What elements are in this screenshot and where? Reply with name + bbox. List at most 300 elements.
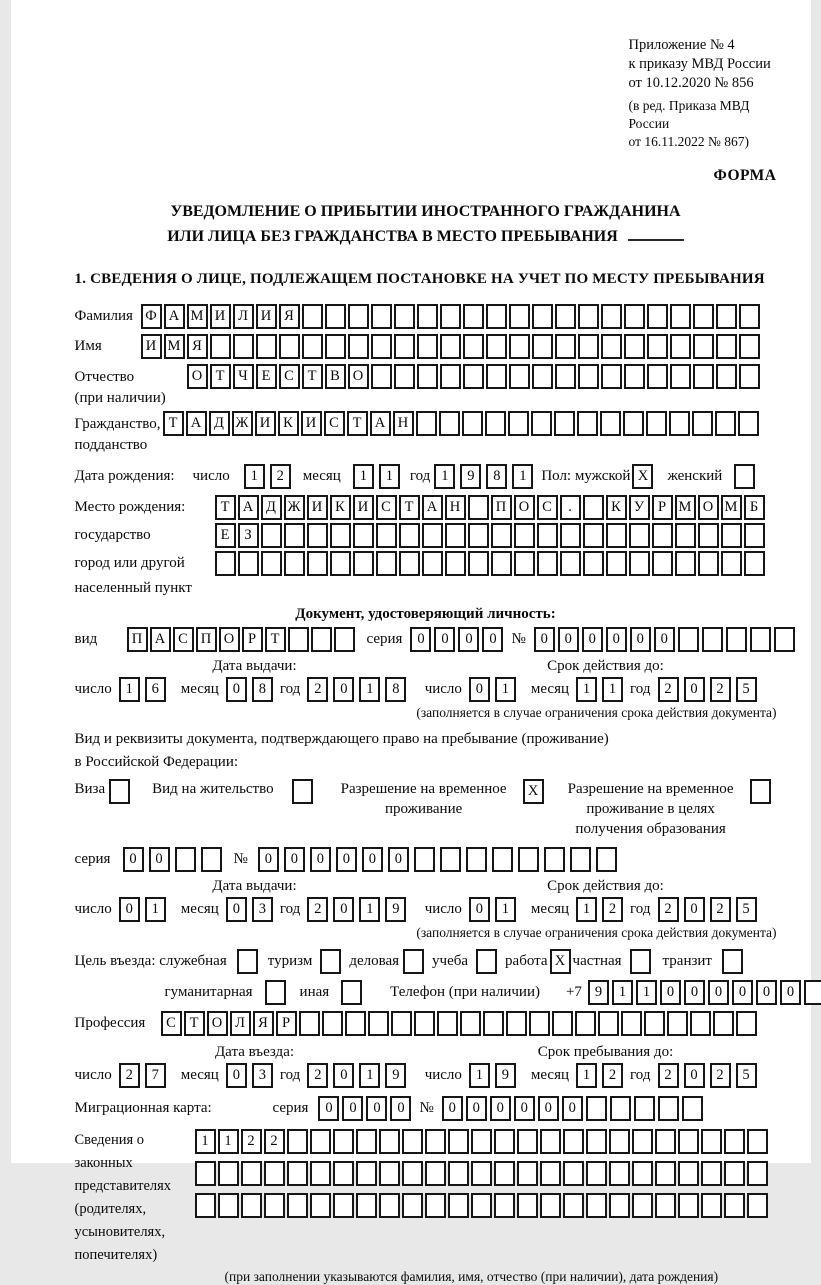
doc-type-char-box[interactable]: О xyxy=(219,627,240,652)
birth-place-char-box[interactable]: О xyxy=(514,495,535,520)
representative-char-box[interactable] xyxy=(609,1129,630,1154)
entry-day-box[interactable]: 2 xyxy=(119,1063,140,1088)
profession-char-box[interactable] xyxy=(460,1011,481,1036)
birth-year-box[interactable]: 1 xyxy=(512,464,533,489)
temp-residence-checkbox[interactable]: X xyxy=(523,779,544,804)
birth-place-char-box[interactable] xyxy=(606,523,627,548)
representative-char-box[interactable] xyxy=(333,1193,354,1218)
representative-char-box[interactable] xyxy=(724,1193,745,1218)
name-char-box[interactable] xyxy=(509,334,530,359)
doc-valid-year-box[interactable]: 5 xyxy=(736,677,757,702)
patronymic-char-box[interactable] xyxy=(647,364,668,389)
name-char-box[interactable]: Я xyxy=(187,334,208,359)
patronymic-char-box[interactable] xyxy=(486,364,507,389)
representative-char-box[interactable] xyxy=(655,1129,676,1154)
phone-digit-box[interactable]: 0 xyxy=(660,980,681,1005)
doc-issue-day-box[interactable]: 1 xyxy=(119,677,140,702)
surname-char-box[interactable] xyxy=(647,304,668,329)
permit-number-box[interactable] xyxy=(440,847,461,872)
stay-month-box[interactable]: 2 xyxy=(602,1063,623,1088)
birth-place-char-box[interactable] xyxy=(652,523,673,548)
birth-place-char-box[interactable]: З xyxy=(238,523,259,548)
permit-number-box[interactable] xyxy=(518,847,539,872)
permit-number-box[interactable] xyxy=(596,847,617,872)
name-char-box[interactable] xyxy=(647,334,668,359)
patronymic-char-box[interactable] xyxy=(463,364,484,389)
representative-char-box[interactable] xyxy=(471,1193,492,1218)
birth-place-char-box[interactable]: Д xyxy=(261,495,282,520)
doc-valid-day-box[interactable]: 1 xyxy=(495,677,516,702)
representative-char-box[interactable] xyxy=(333,1129,354,1154)
representative-char-box[interactable] xyxy=(287,1129,308,1154)
surname-char-box[interactable]: Ф xyxy=(141,304,162,329)
birth-place-char-box[interactable]: К xyxy=(606,495,627,520)
birth-place-char-box[interactable] xyxy=(307,523,328,548)
birth-place-char-box[interactable] xyxy=(514,523,535,548)
surname-char-box[interactable] xyxy=(440,304,461,329)
permit-number-box[interactable]: 0 xyxy=(258,847,279,872)
patronymic-char-box[interactable]: О xyxy=(187,364,208,389)
representative-char-box[interactable] xyxy=(724,1161,745,1186)
doc-type-char-box[interactable]: С xyxy=(173,627,194,652)
profession-char-box[interactable]: С xyxy=(161,1011,182,1036)
birth-place-char-box[interactable] xyxy=(675,523,696,548)
stay-day-box[interactable]: 9 xyxy=(495,1063,516,1088)
permit-issue-month-box[interactable]: 3 xyxy=(252,897,273,922)
birth-place-char-box[interactable] xyxy=(560,551,581,576)
permit-number-box[interactable]: 0 xyxy=(362,847,383,872)
doc-series-box[interactable]: 0 xyxy=(458,627,479,652)
permit-valid-month-box[interactable]: 2 xyxy=(602,897,623,922)
purpose-official-checkbox[interactable] xyxy=(237,949,258,974)
representative-char-box[interactable] xyxy=(379,1129,400,1154)
surname-char-box[interactable]: М xyxy=(187,304,208,329)
representative-char-box[interactable]: 2 xyxy=(264,1129,285,1154)
profession-char-box[interactable] xyxy=(391,1011,412,1036)
birth-place-char-box[interactable]: Н xyxy=(445,495,466,520)
permit-number-box[interactable] xyxy=(466,847,487,872)
doc-issue-year-box[interactable]: 0 xyxy=(333,677,354,702)
representative-char-box[interactable] xyxy=(655,1193,676,1218)
profession-char-box[interactable] xyxy=(713,1011,734,1036)
birth-place-char-box[interactable] xyxy=(353,523,374,548)
doc-number-box[interactable] xyxy=(678,627,699,652)
phone-digit-box[interactable]: 0 xyxy=(780,980,801,1005)
representative-char-box[interactable] xyxy=(609,1193,630,1218)
phone-digit-box[interactable]: 0 xyxy=(732,980,753,1005)
entry-year-box[interactable]: 1 xyxy=(359,1063,380,1088)
migration-number-box[interactable] xyxy=(658,1096,679,1121)
birth-place-char-box[interactable] xyxy=(583,551,604,576)
permit-number-box[interactable]: 0 xyxy=(284,847,305,872)
doc-valid-year-box[interactable]: 2 xyxy=(710,677,731,702)
visa-checkbox[interactable] xyxy=(109,779,130,804)
migration-series-box[interactable]: 0 xyxy=(318,1096,339,1121)
name-char-box[interactable] xyxy=(348,334,369,359)
name-char-box[interactable] xyxy=(325,334,346,359)
representative-char-box[interactable] xyxy=(678,1129,699,1154)
profession-char-box[interactable] xyxy=(483,1011,504,1036)
birth-place-char-box[interactable] xyxy=(744,551,765,576)
representative-char-box[interactable] xyxy=(218,1161,239,1186)
representative-char-box[interactable] xyxy=(701,1193,722,1218)
representative-char-box[interactable] xyxy=(310,1193,331,1218)
representative-char-box[interactable] xyxy=(678,1161,699,1186)
representative-char-box[interactable] xyxy=(632,1161,653,1186)
representative-char-box[interactable] xyxy=(701,1161,722,1186)
representative-char-box[interactable] xyxy=(540,1193,561,1218)
representative-char-box[interactable] xyxy=(747,1193,768,1218)
doc-number-box[interactable]: 0 xyxy=(630,627,651,652)
citizenship-char-box[interactable]: Ж xyxy=(232,411,253,436)
birth-place-char-box[interactable]: П xyxy=(491,495,512,520)
name-char-box[interactable] xyxy=(440,334,461,359)
entry-year-box[interactable]: 9 xyxy=(385,1063,406,1088)
representative-char-box[interactable]: 2 xyxy=(241,1129,262,1154)
permit-series-box[interactable]: 0 xyxy=(123,847,144,872)
representative-char-box[interactable] xyxy=(540,1161,561,1186)
birth-place-char-box[interactable]: А xyxy=(238,495,259,520)
representative-char-box[interactable] xyxy=(379,1161,400,1186)
name-char-box[interactable] xyxy=(716,334,737,359)
representative-char-box[interactable] xyxy=(448,1129,469,1154)
birth-place-char-box[interactable]: С xyxy=(376,495,397,520)
citizenship-char-box[interactable] xyxy=(715,411,736,436)
profession-char-box[interactable]: Т xyxy=(184,1011,205,1036)
surname-char-box[interactable]: И xyxy=(210,304,231,329)
permit-valid-day-box[interactable]: 1 xyxy=(495,897,516,922)
birth-day-box[interactable]: 2 xyxy=(270,464,291,489)
surname-char-box[interactable] xyxy=(394,304,415,329)
representative-char-box[interactable] xyxy=(609,1161,630,1186)
profession-char-box[interactable] xyxy=(506,1011,527,1036)
citizenship-char-box[interactable]: Д xyxy=(209,411,230,436)
birth-place-char-box[interactable] xyxy=(698,551,719,576)
birth-place-char-box[interactable] xyxy=(629,551,650,576)
representative-char-box[interactable] xyxy=(655,1161,676,1186)
doc-series-box[interactable]: 0 xyxy=(482,627,503,652)
representative-char-box[interactable] xyxy=(287,1193,308,1218)
patronymic-char-box[interactable] xyxy=(716,364,737,389)
citizenship-char-box[interactable] xyxy=(554,411,575,436)
birth-place-char-box[interactable] xyxy=(215,551,236,576)
patronymic-char-box[interactable]: Ч xyxy=(233,364,254,389)
representative-char-box[interactable] xyxy=(425,1161,446,1186)
representative-char-box[interactable] xyxy=(563,1129,584,1154)
doc-number-box[interactable]: 0 xyxy=(582,627,603,652)
surname-char-box[interactable] xyxy=(371,304,392,329)
citizenship-char-box[interactable]: Н xyxy=(393,411,414,436)
doc-number-box[interactable] xyxy=(750,627,771,652)
birth-place-char-box[interactable] xyxy=(675,551,696,576)
permit-number-box[interactable] xyxy=(544,847,565,872)
surname-char-box[interactable] xyxy=(486,304,507,329)
patronymic-char-box[interactable] xyxy=(739,364,760,389)
citizenship-char-box[interactable]: А xyxy=(370,411,391,436)
doc-number-box[interactable]: 0 xyxy=(558,627,579,652)
doc-issue-year-box[interactable]: 8 xyxy=(385,677,406,702)
surname-char-box[interactable] xyxy=(739,304,760,329)
doc-number-box[interactable]: 0 xyxy=(654,627,675,652)
birth-place-char-box[interactable] xyxy=(583,495,604,520)
representative-char-box[interactable] xyxy=(310,1129,331,1154)
migration-series-box[interactable]: 0 xyxy=(366,1096,387,1121)
entry-month-box[interactable]: 0 xyxy=(226,1063,247,1088)
representative-char-box[interactable] xyxy=(517,1193,538,1218)
birth-place-char-box[interactable] xyxy=(284,551,305,576)
name-char-box[interactable] xyxy=(624,334,645,359)
birth-place-char-box[interactable] xyxy=(399,551,420,576)
patronymic-char-box[interactable]: В xyxy=(325,364,346,389)
name-char-box[interactable] xyxy=(601,334,622,359)
migration-number-box[interactable] xyxy=(610,1096,631,1121)
phone-digit-box[interactable]: 0 xyxy=(684,980,705,1005)
name-char-box[interactable] xyxy=(302,334,323,359)
patronymic-char-box[interactable] xyxy=(578,364,599,389)
citizenship-char-box[interactable] xyxy=(531,411,552,436)
representative-char-box[interactable] xyxy=(264,1193,285,1218)
name-char-box[interactable]: И xyxy=(141,334,162,359)
representative-char-box[interactable] xyxy=(264,1161,285,1186)
permit-valid-month-box[interactable]: 1 xyxy=(576,897,597,922)
representative-char-box[interactable] xyxy=(586,1129,607,1154)
surname-char-box[interactable] xyxy=(670,304,691,329)
representative-char-box[interactable] xyxy=(471,1129,492,1154)
stay-year-box[interactable]: 2 xyxy=(658,1063,679,1088)
patronymic-char-box[interactable]: Т xyxy=(302,364,323,389)
surname-char-box[interactable] xyxy=(325,304,346,329)
purpose-tourism-checkbox[interactable] xyxy=(320,949,341,974)
birth-place-char-box[interactable] xyxy=(606,551,627,576)
citizenship-char-box[interactable] xyxy=(462,411,483,436)
surname-char-box[interactable]: И xyxy=(256,304,277,329)
entry-year-box[interactable]: 2 xyxy=(307,1063,328,1088)
citizenship-char-box[interactable] xyxy=(646,411,667,436)
representative-char-box[interactable] xyxy=(494,1129,515,1154)
representative-char-box[interactable] xyxy=(494,1161,515,1186)
representative-char-box[interactable] xyxy=(402,1129,423,1154)
birth-place-char-box[interactable] xyxy=(284,523,305,548)
representative-char-box[interactable] xyxy=(356,1129,377,1154)
permit-issue-month-box[interactable]: 0 xyxy=(226,897,247,922)
patronymic-char-box[interactable]: С xyxy=(279,364,300,389)
permit-number-box[interactable]: 0 xyxy=(310,847,331,872)
name-char-box[interactable] xyxy=(670,334,691,359)
doc-issue-month-box[interactable]: 8 xyxy=(252,677,273,702)
profession-char-box[interactable] xyxy=(667,1011,688,1036)
surname-char-box[interactable] xyxy=(532,304,553,329)
representative-char-box[interactable] xyxy=(724,1129,745,1154)
permit-series-box[interactable] xyxy=(175,847,196,872)
profession-char-box[interactable] xyxy=(598,1011,619,1036)
citizenship-char-box[interactable] xyxy=(485,411,506,436)
birth-place-char-box[interactable] xyxy=(560,523,581,548)
birth-month-box[interactable]: 1 xyxy=(379,464,400,489)
permit-valid-year-box[interactable]: 2 xyxy=(658,897,679,922)
permit-issue-year-box[interactable]: 0 xyxy=(333,897,354,922)
surname-char-box[interactable] xyxy=(624,304,645,329)
patronymic-char-box[interactable] xyxy=(417,364,438,389)
permit-valid-year-box[interactable]: 5 xyxy=(736,897,757,922)
migration-number-box[interactable]: 0 xyxy=(538,1096,559,1121)
birth-place-char-box[interactable] xyxy=(468,551,489,576)
permit-number-box[interactable]: 0 xyxy=(336,847,357,872)
name-char-box[interactable] xyxy=(371,334,392,359)
doc-number-box[interactable]: 0 xyxy=(534,627,555,652)
permit-valid-day-box[interactable]: 0 xyxy=(469,897,490,922)
doc-number-box[interactable] xyxy=(774,627,795,652)
phone-digit-box[interactable]: 1 xyxy=(612,980,633,1005)
permit-series-box[interactable]: 0 xyxy=(149,847,170,872)
doc-number-box[interactable] xyxy=(702,627,723,652)
patronymic-char-box[interactable]: Т xyxy=(210,364,231,389)
permit-issue-year-box[interactable]: 2 xyxy=(307,897,328,922)
birth-place-char-box[interactable] xyxy=(422,523,443,548)
permit-series-box[interactable] xyxy=(201,847,222,872)
citizenship-char-box[interactable] xyxy=(439,411,460,436)
permit-number-box[interactable] xyxy=(414,847,435,872)
birth-place-char-box[interactable]: Ж xyxy=(284,495,305,520)
surname-char-box[interactable]: А xyxy=(164,304,185,329)
sex-female-checkbox[interactable] xyxy=(734,464,755,489)
birth-year-box[interactable]: 1 xyxy=(434,464,455,489)
purpose-work-checkbox[interactable]: X xyxy=(550,949,571,974)
name-char-box[interactable] xyxy=(578,334,599,359)
purpose-other-checkbox[interactable] xyxy=(341,980,362,1005)
doc-type-char-box[interactable]: П xyxy=(196,627,217,652)
representative-char-box[interactable] xyxy=(241,1193,262,1218)
doc-valid-month-box[interactable]: 1 xyxy=(576,677,597,702)
representative-char-box[interactable] xyxy=(586,1193,607,1218)
surname-char-box[interactable] xyxy=(509,304,530,329)
birth-place-char-box[interactable]: И xyxy=(353,495,374,520)
representative-char-box[interactable] xyxy=(356,1161,377,1186)
profession-char-box[interactable] xyxy=(621,1011,642,1036)
profession-char-box[interactable] xyxy=(368,1011,389,1036)
birth-place-char-box[interactable] xyxy=(468,495,489,520)
birth-place-char-box[interactable] xyxy=(698,523,719,548)
birth-place-char-box[interactable]: М xyxy=(721,495,742,520)
doc-type-char-box[interactable]: А xyxy=(150,627,171,652)
citizenship-char-box[interactable] xyxy=(416,411,437,436)
migration-series-box[interactable]: 0 xyxy=(342,1096,363,1121)
citizenship-char-box[interactable]: Т xyxy=(347,411,368,436)
name-char-box[interactable] xyxy=(210,334,231,359)
representative-char-box[interactable] xyxy=(632,1193,653,1218)
citizenship-char-box[interactable]: К xyxy=(278,411,299,436)
profession-char-box[interactable] xyxy=(345,1011,366,1036)
surname-char-box[interactable] xyxy=(716,304,737,329)
migration-number-box[interactable] xyxy=(586,1096,607,1121)
name-char-box[interactable] xyxy=(279,334,300,359)
patronymic-char-box[interactable]: О xyxy=(348,364,369,389)
birth-place-char-box[interactable] xyxy=(491,551,512,576)
phone-digit-box[interactable] xyxy=(804,980,821,1005)
permit-number-box[interactable] xyxy=(570,847,591,872)
doc-type-char-box[interactable] xyxy=(334,627,355,652)
citizenship-char-box[interactable] xyxy=(738,411,759,436)
name-char-box[interactable]: М xyxy=(164,334,185,359)
doc-valid-month-box[interactable]: 1 xyxy=(602,677,623,702)
profession-char-box[interactable] xyxy=(529,1011,550,1036)
citizenship-char-box[interactable] xyxy=(600,411,621,436)
name-char-box[interactable] xyxy=(693,334,714,359)
name-char-box[interactable] xyxy=(417,334,438,359)
representative-char-box[interactable] xyxy=(310,1161,331,1186)
citizenship-char-box[interactable]: И xyxy=(301,411,322,436)
birth-place-char-box[interactable] xyxy=(445,523,466,548)
entry-year-box[interactable]: 0 xyxy=(333,1063,354,1088)
representative-char-box[interactable] xyxy=(356,1193,377,1218)
representative-char-box[interactable] xyxy=(747,1161,768,1186)
representative-char-box[interactable] xyxy=(402,1161,423,1186)
birth-month-box[interactable]: 1 xyxy=(353,464,374,489)
representative-char-box[interactable] xyxy=(333,1161,354,1186)
surname-char-box[interactable] xyxy=(302,304,323,329)
stay-month-box[interactable]: 1 xyxy=(576,1063,597,1088)
birth-place-char-box[interactable] xyxy=(376,523,397,548)
citizenship-char-box[interactable] xyxy=(623,411,644,436)
profession-char-box[interactable] xyxy=(736,1011,757,1036)
birth-place-char-box[interactable] xyxy=(514,551,535,576)
doc-valid-year-box[interactable]: 0 xyxy=(684,677,705,702)
birth-place-char-box[interactable]: И xyxy=(307,495,328,520)
phone-digit-box[interactable]: 0 xyxy=(708,980,729,1005)
birth-place-char-box[interactable] xyxy=(491,523,512,548)
phone-digit-box[interactable]: 0 xyxy=(756,980,777,1005)
birth-place-char-box[interactable] xyxy=(422,551,443,576)
migration-number-box[interactable]: 0 xyxy=(466,1096,487,1121)
doc-series-box[interactable]: 0 xyxy=(410,627,431,652)
entry-month-box[interactable]: 3 xyxy=(252,1063,273,1088)
profession-char-box[interactable] xyxy=(552,1011,573,1036)
birth-place-char-box[interactable]: У xyxy=(629,495,650,520)
permit-issue-day-box[interactable]: 1 xyxy=(145,897,166,922)
citizenship-char-box[interactable] xyxy=(577,411,598,436)
citizenship-char-box[interactable] xyxy=(669,411,690,436)
birth-year-box[interactable]: 8 xyxy=(486,464,507,489)
profession-char-box[interactable]: Р xyxy=(276,1011,297,1036)
surname-char-box[interactable] xyxy=(348,304,369,329)
representative-char-box[interactable] xyxy=(195,1193,216,1218)
patronymic-char-box[interactable] xyxy=(693,364,714,389)
birth-place-char-box[interactable]: С xyxy=(537,495,558,520)
representative-char-box[interactable] xyxy=(448,1193,469,1218)
profession-char-box[interactable]: Я xyxy=(253,1011,274,1036)
patronymic-char-box[interactable] xyxy=(394,364,415,389)
birth-place-char-box[interactable]: О xyxy=(698,495,719,520)
migration-series-box[interactable]: 0 xyxy=(390,1096,411,1121)
doc-issue-day-box[interactable]: 6 xyxy=(145,677,166,702)
birth-place-char-box[interactable] xyxy=(353,551,374,576)
representative-char-box[interactable] xyxy=(517,1129,538,1154)
patronymic-char-box[interactable] xyxy=(555,364,576,389)
birth-place-char-box[interactable] xyxy=(721,551,742,576)
representative-char-box[interactable] xyxy=(471,1161,492,1186)
doc-type-char-box[interactable]: Р xyxy=(242,627,263,652)
citizenship-char-box[interactable]: И xyxy=(255,411,276,436)
birth-place-char-box[interactable] xyxy=(537,551,558,576)
doc-type-char-box[interactable] xyxy=(311,627,332,652)
profession-char-box[interactable] xyxy=(322,1011,343,1036)
phone-digit-box[interactable]: 9 xyxy=(588,980,609,1005)
patronymic-char-box[interactable]: Е xyxy=(256,364,277,389)
patronymic-char-box[interactable] xyxy=(509,364,530,389)
surname-char-box[interactable]: Л xyxy=(233,304,254,329)
purpose-business-checkbox[interactable] xyxy=(403,949,424,974)
birth-place-char-box[interactable]: Т xyxy=(215,495,236,520)
stay-year-box[interactable]: 2 xyxy=(710,1063,731,1088)
